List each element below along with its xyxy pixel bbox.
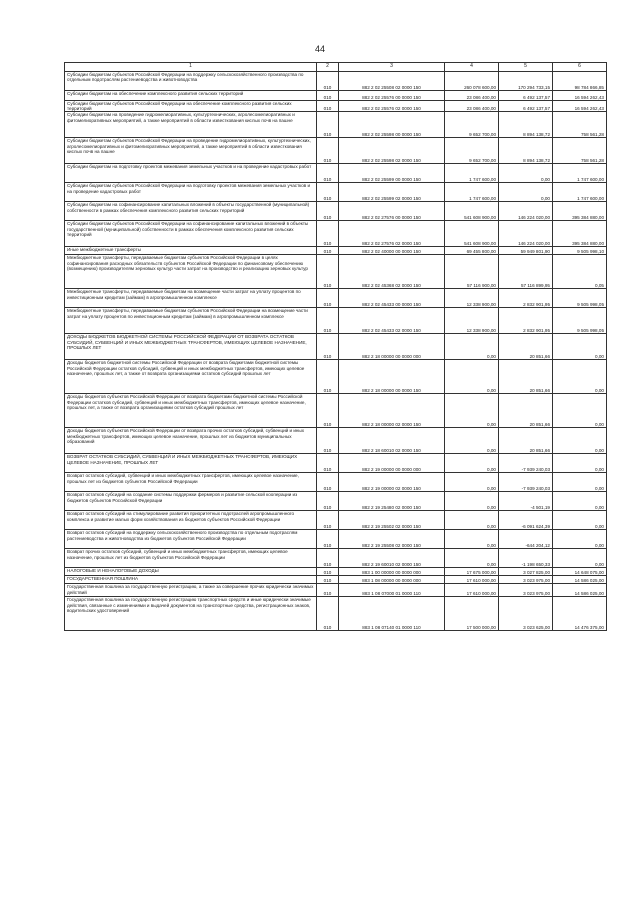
row-approved-amount: 541 608 900,00 — [445, 221, 499, 247]
row-name: Субсидии бюджетам субъектов Российской Федерации на софинансирование капитальных вложений в объекты государственной (муниципальной) собственности в рамках обеспечения комплексного развития сельских территорий — [65, 221, 317, 247]
table-row — [65, 473, 607, 492]
table-row — [65, 202, 607, 221]
row-approved-amount: 69 455 800,00 — [445, 247, 499, 255]
row-remainder-amount: 0,00 — [553, 334, 607, 360]
row-approved-amount: 17 610 000,00 — [445, 584, 499, 597]
row-line-code: 010 — [317, 511, 339, 530]
row-remainder-amount: 16 594 262,43 — [553, 101, 607, 112]
row-name: Субсидии бюджетам субъектов Российской Федерации на обеспечение комплексного развития сельских территорий — [65, 101, 317, 112]
row-approved-amount: 0,00 — [445, 549, 499, 568]
table-row — [65, 492, 607, 511]
row-line-code: 010 — [317, 289, 339, 308]
column-header: 1 — [65, 63, 317, 72]
table-row — [65, 584, 607, 597]
row-approved-amount: 23 086 400,00 — [445, 101, 499, 112]
row-line-code: 010 — [317, 221, 339, 247]
budget-report-table — [64, 62, 607, 631]
table-row — [65, 360, 607, 394]
row-budget-code: 882 2 19 25508 02 0000 150 — [339, 530, 445, 549]
row-executed-amount: -6 091 624,39 — [499, 511, 553, 530]
row-line-code: 010 — [317, 454, 339, 473]
column-header: 3 — [339, 63, 445, 72]
row-budget-code: 882 2 19 00000 02 0000 150 — [339, 473, 445, 492]
table-row — [65, 112, 607, 138]
column-header: 5 — [499, 63, 553, 72]
table-row — [65, 549, 607, 568]
table-row — [65, 138, 607, 164]
row-budget-code: 882 2 02 45368 02 0000 150 — [339, 255, 445, 289]
row-line-code: 010 — [317, 255, 339, 289]
row-name: Возврат остатков субсидий, субвенций и иных межбюджетных трансфертов, имеющих целевое назначение, прошлых лет из бюджетов субъектов Российской Федерации — [65, 473, 317, 492]
table-row — [65, 530, 607, 549]
row-line-code: 010 — [317, 334, 339, 360]
row-budget-code: 882 2 02 25599 02 0000 150 — [339, 183, 445, 202]
row-budget-code: 882 2 02 45433 02 0000 150 — [339, 308, 445, 334]
row-approved-amount: 17 610 000,00 — [445, 576, 499, 584]
row-line-code: 010 — [317, 164, 339, 183]
row-approved-amount: 0,00 — [445, 334, 499, 360]
row-remainder-amount: 758 561,28 — [553, 112, 607, 138]
row-name: ДОХОДЫ БЮДЖЕТОВ БЮДЖЕТНОЙ СИСТЕМЫ РОССИЙСКОЙ ФЕДЕРАЦИИ ОТ ВОЗВРАТА ОСТАТКОВ СУБСИДИЙ, СУБВЕНЦИЙ И ИНЫХ МЕЖБЮДЖЕТНЫХ ТРАНСФЕРТОВ, ИМЕЮЩИХ ЦЕЛЕВОЕ НАЗНАЧЕНИЕ, ПРОШЛЫХ ЛЕТ — [65, 334, 317, 360]
row-executed-amount: 8 894 138,72 — [499, 112, 553, 138]
row-executed-amount: 20 851,66 — [499, 334, 553, 360]
table-row — [65, 183, 607, 202]
row-remainder-amount: 0,00 — [553, 394, 607, 428]
row-budget-code: 882 2 02 25508 02 0000 150 — [339, 72, 445, 91]
table-row — [65, 568, 607, 576]
column-header: 2 — [317, 63, 339, 72]
row-line-code: 010 — [317, 530, 339, 549]
table-row — [65, 454, 607, 473]
row-budget-code: 882 2 02 25598 00 0000 150 — [339, 112, 445, 138]
row-name: Субсидии бюджетам субъектов Российской Федерации на поддержку сельскохозяйственного производства по отдельным подотраслям растениеводства и животноводства — [65, 72, 317, 91]
table-row — [65, 334, 607, 360]
row-approved-amount: 57 116 900,00 — [445, 255, 499, 289]
row-executed-amount: -7 939 240,03 — [499, 473, 553, 492]
row-approved-amount: 0,00 — [445, 530, 499, 549]
row-budget-code: 882 2 18 00000 00 0000 150 — [339, 360, 445, 394]
row-name: Межбюджетные трансферты, передаваемые бюджетам субъектов Российской Федерации в целях софинансирования расходных обязательств субъектов Российской Федерации по финансовому обеспечению (возмещению) производителям зерновых культур части затрат на производство и реализацию зерновых культур — [65, 255, 317, 289]
row-remainder-amount: 395 384 880,00 — [553, 202, 607, 221]
row-budget-code: 882 2 02 25576 00 0000 150 — [339, 91, 445, 101]
row-approved-amount: 0,00 — [445, 428, 499, 454]
row-executed-amount: 59 949 801,90 — [499, 247, 553, 255]
row-name: Государственная пошлина за государственную регистрацию, а также за совершение прочих юридически значимых действий — [65, 584, 317, 597]
row-approved-amount: 260 078 600,00 — [445, 72, 499, 91]
row-budget-code: 882 2 02 25576 02 0000 150 — [339, 101, 445, 112]
table-row — [65, 255, 607, 289]
row-remainder-amount: 0,00 — [553, 428, 607, 454]
row-budget-code: 882 2 02 27576 00 0000 150 — [339, 202, 445, 221]
row-remainder-amount: 14 476 375,00 — [553, 597, 607, 631]
row-approved-amount: 12 338 900,00 — [445, 289, 499, 308]
row-approved-amount: 1 747 600,00 — [445, 183, 499, 202]
row-budget-code: 883 1 08 07000 01 0000 110 — [339, 584, 445, 597]
row-executed-amount: 57 116 899,95 — [499, 255, 553, 289]
row-remainder-amount: 9 505 998,05 — [553, 308, 607, 334]
row-budget-code: 883 1 00 00000 00 0000 000 — [339, 568, 445, 576]
row-budget-code: 883 1 08 00000 00 0000 000 — [339, 576, 445, 584]
row-line-code: 010 — [317, 576, 339, 584]
row-remainder-amount: 0,00 — [553, 549, 607, 568]
row-executed-amount: 3 027 825,00 — [499, 568, 553, 576]
row-name: Государственная пошлина за государственную регистрацию транспортных средств и иные юридически значимые действия, связанные с изменениями и выдачей документов на транспортные средства, регистрационных знаков, водительских удостоверений — [65, 597, 317, 631]
row-line-code: 010 — [317, 360, 339, 394]
row-remainder-amount: 758 561,28 — [553, 138, 607, 164]
row-approved-amount: 0,00 — [445, 492, 499, 511]
table-row — [65, 576, 607, 584]
row-executed-amount: -644 204,12 — [499, 530, 553, 549]
row-line-code: 010 — [317, 138, 339, 164]
table-row — [65, 308, 607, 334]
row-line-code: 010 — [317, 492, 339, 511]
row-line-code: 010 — [317, 428, 339, 454]
row-budget-code: 882 2 19 25502 02 0000 150 — [339, 511, 445, 530]
column-number-row — [65, 63, 607, 72]
table-row — [65, 428, 607, 454]
table-row — [65, 597, 607, 631]
row-executed-amount: 6 492 137,57 — [499, 91, 553, 101]
row-remainder-amount: 0,00 — [553, 530, 607, 549]
row-approved-amount: 0,00 — [445, 473, 499, 492]
row-name: Субсидии бюджетам субъектов Российской Федерации на проведение гидромелиоративных, культуртехнических, агролесомелиоративных и фитомелиоративных мероприятий, а также мероприятий в области известкования кислых почв на пашне — [65, 138, 317, 164]
row-executed-amount: 146 224 020,00 — [499, 202, 553, 221]
row-name: НАЛОГОВЫЕ И НЕНАЛОГОВЫЕ ДОХОДЫ — [65, 568, 317, 576]
row-approved-amount: 541 608 900,00 — [445, 202, 499, 221]
page-number: 44 — [314, 44, 325, 54]
row-line-code: 010 — [317, 549, 339, 568]
row-budget-code: 882 2 18 60010 02 0000 150 — [339, 428, 445, 454]
row-approved-amount: 17 500 000,00 — [445, 597, 499, 631]
table-row — [65, 394, 607, 428]
row-remainder-amount: 14 586 025,00 — [553, 576, 607, 584]
row-executed-amount: 8 894 138,72 — [499, 138, 553, 164]
row-name: Межбюджетные трансферты, передаваемые бюджетам на возмещение части затрат на уплату процентов по инвестиционным кредитам (займам) в агропромышленном комплексе — [65, 289, 317, 308]
row-name: Возврат остатков субсидий на поддержку сельскохозяйственного производства по отдельным подотраслям растениеводства и животноводства из бюджетов субъектов Российской Федерации — [65, 530, 317, 549]
row-budget-code: 883 1 08 07140 01 0000 110 — [339, 597, 445, 631]
row-remainder-amount: 0,00 — [553, 454, 607, 473]
row-approved-amount: 0,00 — [445, 454, 499, 473]
row-budget-code: 882 2 02 45433 00 0000 150 — [339, 289, 445, 308]
row-approved-amount: 12 338 900,00 — [445, 308, 499, 334]
row-line-code: 010 — [317, 597, 339, 631]
row-remainder-amount: 0,00 — [553, 511, 607, 530]
row-name: Иные межбюджетные трансферты — [65, 247, 317, 255]
table-row — [65, 511, 607, 530]
row-line-code: 010 — [317, 394, 339, 428]
row-approved-amount: 17 675 000,00 — [445, 568, 499, 576]
row-approved-amount: 23 086 400,00 — [445, 91, 499, 101]
row-remainder-amount: 14 648 075,00 — [553, 568, 607, 576]
column-header: 6 — [553, 63, 607, 72]
row-name: Субсидии бюджетам на подготовку проектов межевания земельных участков и на проведение кадастровых работ — [65, 164, 317, 183]
row-executed-amount: 6 492 137,57 — [499, 101, 553, 112]
row-remainder-amount: 0,05 — [553, 255, 607, 289]
row-approved-amount: 0,00 — [445, 394, 499, 428]
row-executed-amount: 20 851,66 — [499, 428, 553, 454]
row-name: Субсидии бюджетам на софинансирование капитальных вложений в объекты государственной (муниципальной) собственности в рамках обеспечения комплексного развития сельских территорий — [65, 202, 317, 221]
row-line-code: 010 — [317, 91, 339, 101]
row-executed-amount: -4 501,19 — [499, 492, 553, 511]
row-approved-amount: 0,00 — [445, 511, 499, 530]
row-line-code: 010 — [317, 183, 339, 202]
column-header: 4 — [445, 63, 499, 72]
row-remainder-amount: 0,00 — [553, 492, 607, 511]
row-budget-code: 882 2 02 25599 00 0000 150 — [339, 164, 445, 183]
row-executed-amount: 146 224 020,00 — [499, 221, 553, 247]
row-name: Возврат остатков субсидий на стимулирование развития приоритетных подотраслей агропромышленного комплекса и развитие малых форм хозяйствования из бюджетов субъектов Российской Федерации — [65, 511, 317, 530]
row-name: Доходы бюджетов субъектов Российской Федерации от возврата прочих остатков субсидий, субвенций и иных межбюджетных трансфертов, имеющих целевое назначение, прошлых лет из бюджетов муниципальных образований — [65, 428, 317, 454]
row-approved-amount: 0,00 — [445, 360, 499, 394]
row-executed-amount: 170 294 733,15 — [499, 72, 553, 91]
row-approved-amount: 9 652 700,00 — [445, 112, 499, 138]
row-line-code: 010 — [317, 202, 339, 221]
row-name: Субсидии бюджетам субъектов Российской Федерации на подготовку проектов межевания земельных участков и на проведение кадастровых работ — [65, 183, 317, 202]
row-name: Доходы бюджетов бюджетной системы Российской Федерации от возврата бюджетами бюджетной системы Российской Федерации остатков субсидий, субвенций и иных межбюджетных трансфертов, имеющих целевое назначение, прошлых лет, а также от возврата организациями остатков субсидий прошлых лет — [65, 360, 317, 394]
row-executed-amount: 20 851,66 — [499, 360, 553, 394]
row-line-code: 010 — [317, 308, 339, 334]
row-budget-code: 882 2 18 00000 00 0000 000 — [339, 334, 445, 360]
row-budget-code: 882 2 19 60010 02 0000 150 — [339, 549, 445, 568]
row-budget-code: 882 2 19 25480 02 0000 150 — [339, 492, 445, 511]
row-remainder-amount: 98 784 866,85 — [553, 72, 607, 91]
row-executed-amount: 0,00 — [499, 183, 553, 202]
row-executed-amount: 2 832 901,95 — [499, 308, 553, 334]
row-remainder-amount: 1 747 600,00 — [553, 164, 607, 183]
row-executed-amount: 20 851,66 — [499, 394, 553, 428]
table-row — [65, 289, 607, 308]
row-executed-amount: 3 023 975,00 — [499, 576, 553, 584]
row-line-code: 010 — [317, 473, 339, 492]
row-name: ГОСУДАРСТВЕННАЯ ПОШЛИНА — [65, 576, 317, 584]
row-line-code: 010 — [317, 101, 339, 112]
row-executed-amount: 3 023 975,00 — [499, 584, 553, 597]
row-executed-amount: 3 023 625,00 — [499, 597, 553, 631]
row-remainder-amount: 1 747 600,00 — [553, 183, 607, 202]
table-row — [65, 101, 607, 112]
table-row — [65, 164, 607, 183]
row-executed-amount: 2 832 901,95 — [499, 289, 553, 308]
row-budget-code: 882 2 02 25598 02 0000 150 — [339, 138, 445, 164]
row-name: Доходы бюджетов субъектов Российской Федерации от возврата бюджетами бюджетной системы Российской Федерации остатков субсидий, субвенций и иных межбюджетных трансфертов, имеющих целевое назначение, прошлых лет, а также от возврата организациями остатков субсидий прошлых лет — [65, 394, 317, 428]
row-line-code: 010 — [317, 584, 339, 597]
row-approved-amount: 9 652 700,00 — [445, 138, 499, 164]
table-row — [65, 91, 607, 101]
row-budget-code: 882 2 02 27576 02 0000 150 — [339, 221, 445, 247]
table-row — [65, 72, 607, 91]
row-budget-code: 882 2 02 40000 00 0000 150 — [339, 247, 445, 255]
row-approved-amount: 1 747 600,00 — [445, 164, 499, 183]
row-remainder-amount: 9 505 998,10 — [553, 247, 607, 255]
table-row — [65, 247, 607, 255]
row-remainder-amount: 14 586 025,00 — [553, 584, 607, 597]
row-name: ВОЗВРАТ ОСТАТКОВ СУБСИДИЙ, СУБВЕНЦИЙ И ИНЫХ МЕЖБЮДЖЕТНЫХ ТРАНСФЕРТОВ, ИМЕЮЩИХ ЦЕЛЕВОЕ НАЗНАЧЕНИЕ, ПРОШЛЫХ ЛЕТ — [65, 454, 317, 473]
row-name: Субсидии бюджетам на обеспечение комплексного развития сельских территорий — [65, 91, 317, 101]
row-remainder-amount: 9 505 998,05 — [553, 289, 607, 308]
row-remainder-amount: 395 384 880,00 — [553, 221, 607, 247]
table-row — [65, 221, 607, 247]
row-line-code: 010 — [317, 568, 339, 576]
row-name: Возврат остатков субсидий на создание системы поддержки фермеров и развитие сельской кооперации из бюджетов субъектов Российской Федерации — [65, 492, 317, 511]
row-line-code: 010 — [317, 72, 339, 91]
row-executed-amount: 0,00 — [499, 164, 553, 183]
row-executed-amount: -7 939 240,03 — [499, 454, 553, 473]
row-line-code: 010 — [317, 112, 339, 138]
row-name: Межбюджетные трансферты, передаваемые бюджетам субъектов Российской Федерации на возмещение части затрат на уплату процентов по инвестиционным кредитам (займам) в агропромышленном комплексе — [65, 308, 317, 334]
row-name: Возврат прочих остатков субсидий, субвенций и иных межбюджетных трансфертов, имеющих целевое назначение, прошлых лет из бюджетов субъектов Российской Федерации — [65, 549, 317, 568]
row-executed-amount: -1 198 650,33 — [499, 549, 553, 568]
row-remainder-amount: 0,00 — [553, 473, 607, 492]
row-remainder-amount: 16 594 262,43 — [553, 91, 607, 101]
row-budget-code: 882 2 19 00000 00 0000 000 — [339, 454, 445, 473]
row-name: Субсидии бюджетам на проведение гидромелиоративных, культуртехнических, агролесомелиоративных и фитомелиоративных мероприятий, а также мероприятий в области известкования кислых почв на пашне — [65, 112, 317, 138]
row-budget-code: 882 2 18 00000 02 0000 150 — [339, 394, 445, 428]
row-line-code: 010 — [317, 247, 339, 255]
row-remainder-amount: 0,00 — [553, 360, 607, 394]
